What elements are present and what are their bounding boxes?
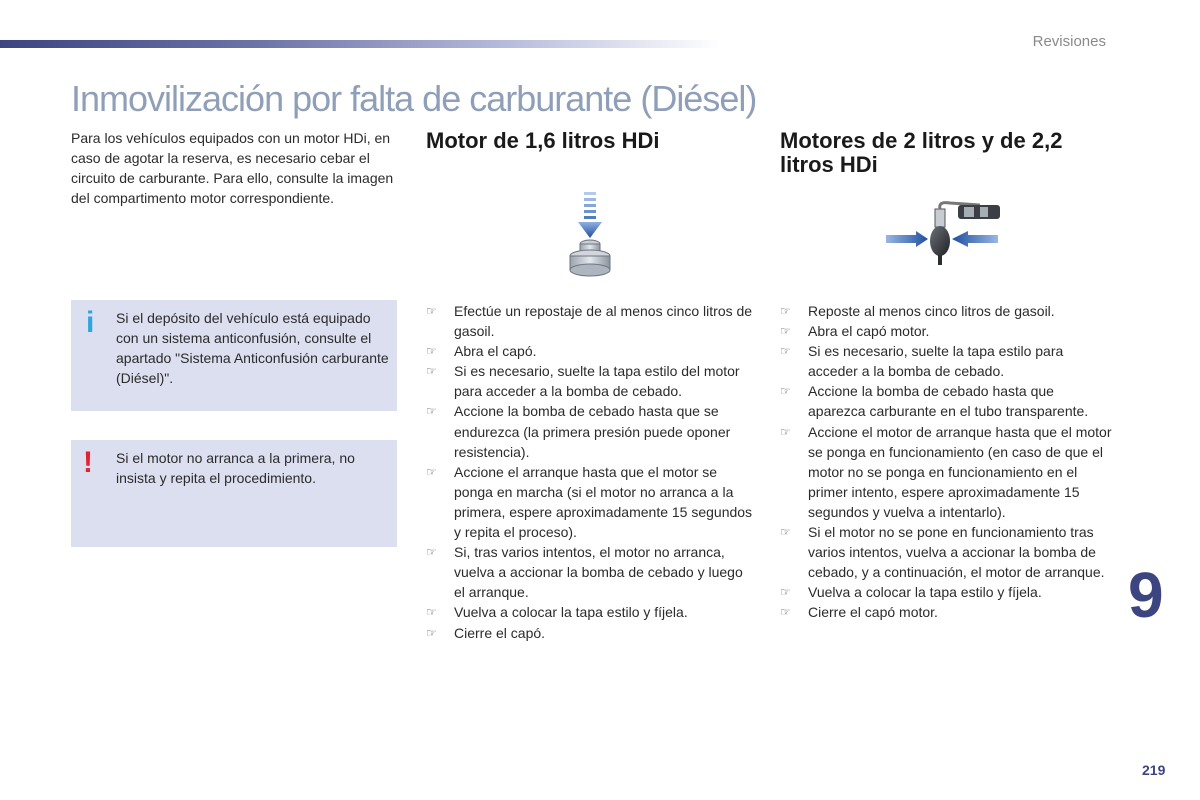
list-item: ☞ Accione la bomba de cebado hasta que se endurezca (la primera presión puede oponer resistencia).	[426, 403, 731, 460]
col1-steps	[426, 301, 756, 643]
primer-pump-press-icon	[560, 190, 620, 290]
list-item: ☞ Accione la bomba de cebado hasta que aparezca carburante en el tubo transparente.	[780, 383, 1089, 420]
list-item: ☞ Reposte al menos cinco litros de gasoil.	[780, 301, 1115, 321]
page-number: 219	[1142, 762, 1166, 778]
hand-pointer-icon: ☞	[780, 384, 791, 399]
hand-pointer-icon: ☞	[780, 344, 791, 359]
hand-pointer-icon: ☞	[780, 424, 791, 439]
list-item: ☞ Accione el arranque hasta que el motor se ponga en marcha (si el motor no arranca a la primera, espere aproximadamente 15 segundos y repita el proceso).	[426, 463, 753, 541]
hand-pointer-icon: ☞	[780, 585, 791, 600]
list-item: ☞ Efectúe un repostaje de al menos cinco litros de gasoil.	[426, 303, 753, 340]
chapter-number: 9	[1128, 559, 1164, 631]
warning-icon: !	[83, 446, 93, 479]
list-item: ☞ Si el motor no se pone en funcionamiento tras varios intentos, vuelva a accionar la bomba de cebado, y a continuación, el motor de arranque.	[780, 524, 1105, 581]
hand-pointer-icon: ☞	[426, 364, 437, 379]
list-item: ☞ Accione el motor de arranque hasta que el motor se ponga en funcionamiento (en caso de que el motor no se ponga en funcionamiento en el primer intento, espere aproximadamente 15 segundos y vuelva a intentarlo).	[780, 423, 1112, 520]
warning-note	[71, 440, 397, 547]
list-item: ☞ Vuelva a colocar la tapa estilo y fíjela.	[426, 602, 756, 622]
hand-pointer-icon: ☞	[426, 605, 437, 620]
header-gradient-bar	[0, 40, 720, 48]
hand-pointer-icon: ☞	[780, 324, 791, 339]
col2-heading: Motores de 2 litros y de 2,2 litros HDi	[780, 128, 1063, 177]
primer-bulb-squeeze-icon	[880, 195, 1005, 275]
hand-pointer-icon: ☞	[780, 525, 791, 540]
info-icon: i	[86, 306, 95, 339]
list-item: ☞ Si es necesario, suelte la tapa estilo del motor para acceder a la bomba de cebado.	[426, 363, 740, 400]
hand-pointer-icon: ☞	[426, 464, 437, 479]
info-note	[71, 300, 397, 411]
hand-pointer-icon: ☞	[426, 625, 437, 640]
hand-pointer-icon: ☞	[426, 404, 437, 419]
hand-pointer-icon: ☞	[426, 344, 437, 359]
hand-pointer-icon: ☞	[780, 605, 791, 620]
intro-text: Para los vehículos equipados con un motor HDi, en caso de agotar la reserva, es necesario cebar el circuito de carburante. Para ello, consulte la imagen del compartimento motor correspondiente.	[71, 130, 394, 206]
info-note-text: Si el depósito del vehículo está equipado con un sistema anticonfusión, consulte el apartado "Sistema Anticonfusión carburante (Diésel)".	[116, 310, 389, 386]
hand-pointer-icon: ☞	[426, 304, 437, 318]
col1-heading: Motor de 1,6 litros HDi	[426, 128, 660, 153]
list-item: ☞ Abra el capó.	[426, 341, 756, 361]
list-item: ☞ Si es necesario, suelte la tapa estilo para acceder a la bomba de cebado.	[780, 343, 1064, 380]
list-item: ☞ Cierre el capó.	[426, 623, 756, 643]
list-item: ☞ Cierre el capó motor.	[780, 602, 1115, 622]
list-item: ☞ Abra el capó motor.	[780, 321, 1115, 341]
hand-pointer-icon: ☞	[426, 545, 437, 560]
section-name: Revisiones	[1032, 33, 1106, 50]
warning-note-text: Si el motor no arranca a la primera, no insista y repita el procedimiento.	[116, 450, 355, 486]
list-item: ☞ Vuelva a colocar la tapa estilo y fíjela.	[780, 582, 1115, 602]
col2-steps	[780, 301, 1115, 623]
list-item: ☞ Si, tras varios intentos, el motor no arranca, vuelva a accionar la bomba de cebado y luego el arranque.	[426, 544, 743, 601]
page-title: Inmovilización por falta de carburante (Diésel)	[71, 78, 757, 119]
hand-pointer-icon: ☞	[780, 304, 791, 318]
